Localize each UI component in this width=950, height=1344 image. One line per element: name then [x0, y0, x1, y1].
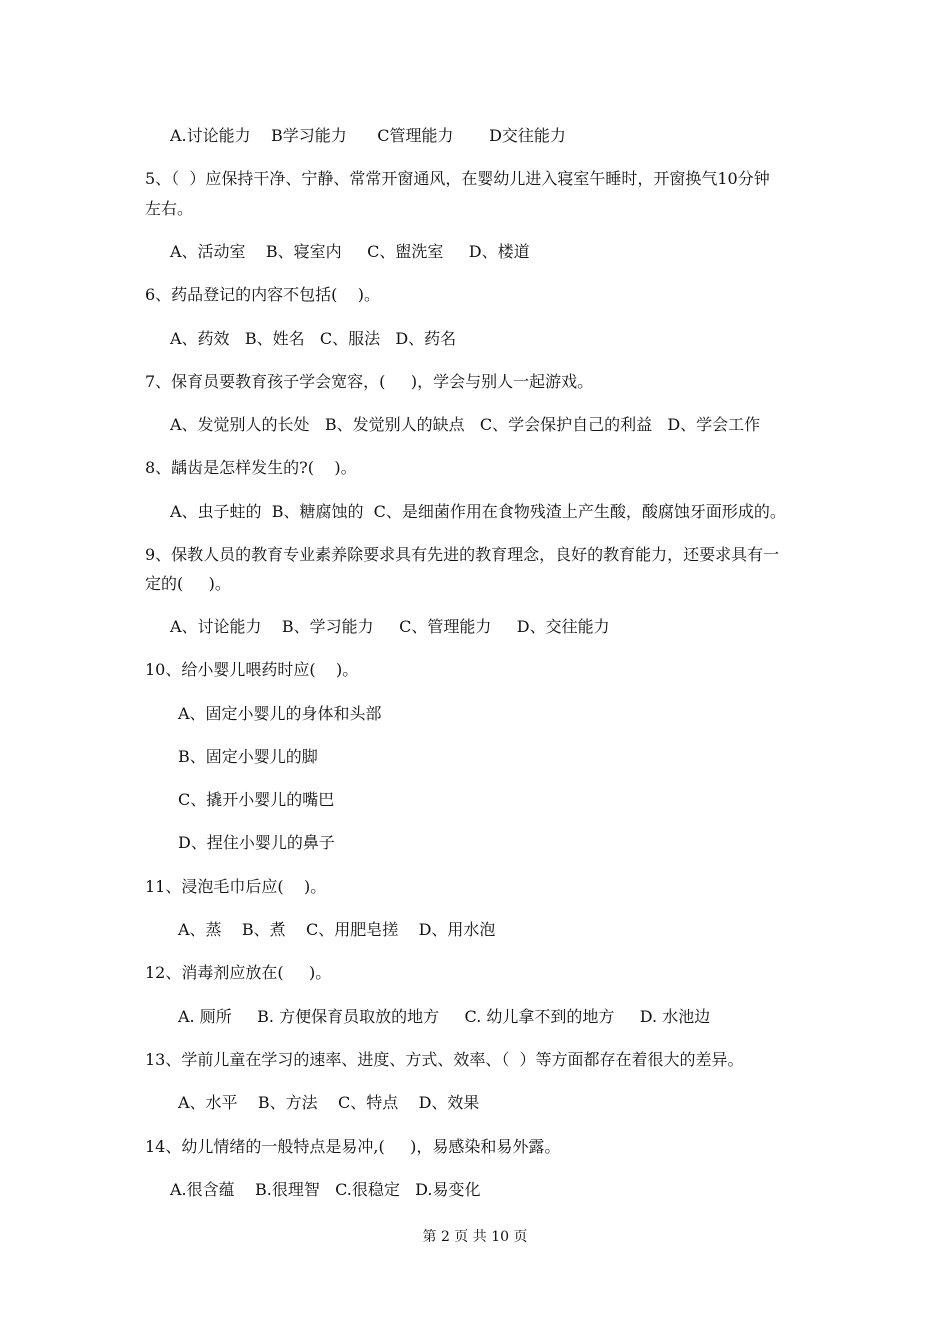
question-line: 7、保育员要教育孩子学会宽容，( )，学会与别人一起游戏。: [145, 372, 594, 391]
option-line: A.讨论能力 B学习能力 C管理能力 D交往能力: [170, 126, 566, 145]
page-footer: 第 2 页 共 10 页: [422, 1229, 528, 1245]
option-line: A、虫子蛀的 B、糖腐蚀的 C、是细菌作用在食物残渣上产生酸，酸腐蚀牙面形成的。: [170, 502, 786, 521]
question-line: 9、保教人员的教育专业素养除要求具有先进的教育理念，良好的教育能力，还要求具有一: [145, 545, 780, 564]
option-line: B、固定小婴儿的脚: [178, 747, 318, 766]
option-line: A、活动室 B、寝室内 C、盥洗室 D、楼道: [170, 242, 530, 261]
option-line: A、讨论能力 B、学习能力 C、管理能力 D、交往能力: [170, 617, 610, 636]
question-line: 12、消毒剂应放在( )。: [145, 963, 332, 982]
option-line: A、发觉别人的长处 B、发觉别人的缺点 C、学会保护自己的利益 D、学会工作: [170, 415, 761, 434]
option-line: A、固定小婴儿的身体和头部: [178, 704, 382, 723]
question-line: 14、幼儿情绪的一般特点是易冲,( )，易感染和易外露。: [145, 1137, 561, 1156]
question-line: 10、给小婴儿喂药时应( )。: [145, 660, 359, 679]
option-line: A.很含蕴 B.很理智 C.很稳定 D.易变化: [170, 1180, 481, 1199]
option-line: A. 厕所 B. 方便保育员取放的地方 C. 幼儿拿不到的地方 D. 水池边: [178, 1007, 711, 1026]
question-line: 13、学前儿童在学习的速率、进度、方式、效率、（ ）等方面都存在着很大的差异。: [145, 1050, 744, 1069]
option-line: A、蒸 B、煮 C、用肥皂搓 D、用水泡: [178, 920, 496, 939]
question-line: 定的( )。: [145, 574, 231, 593]
question-line: 11、浸泡毛巾后应( )。: [145, 877, 327, 896]
question-line: 6、药品登记的内容不包括( )。: [145, 285, 381, 304]
question-line: 5、（ ）应保持干净、宁静、常常开窗通风，在婴幼儿进入寝室午睡时，开窗换气10分钟: [145, 169, 770, 188]
option-line: A、水平 B、方法 C、特点 D、效果: [178, 1093, 480, 1112]
option-line: A、药效 B、姓名 C、服法 D、药名: [170, 329, 457, 348]
option-line: D、捏住小婴儿的鼻子: [178, 833, 335, 852]
question-line: 8、龋齿是怎样发生的?( )。: [145, 458, 357, 477]
option-line: C、撬开小婴儿的嘴巴: [178, 790, 335, 809]
question-line: 左右。: [145, 199, 194, 218]
